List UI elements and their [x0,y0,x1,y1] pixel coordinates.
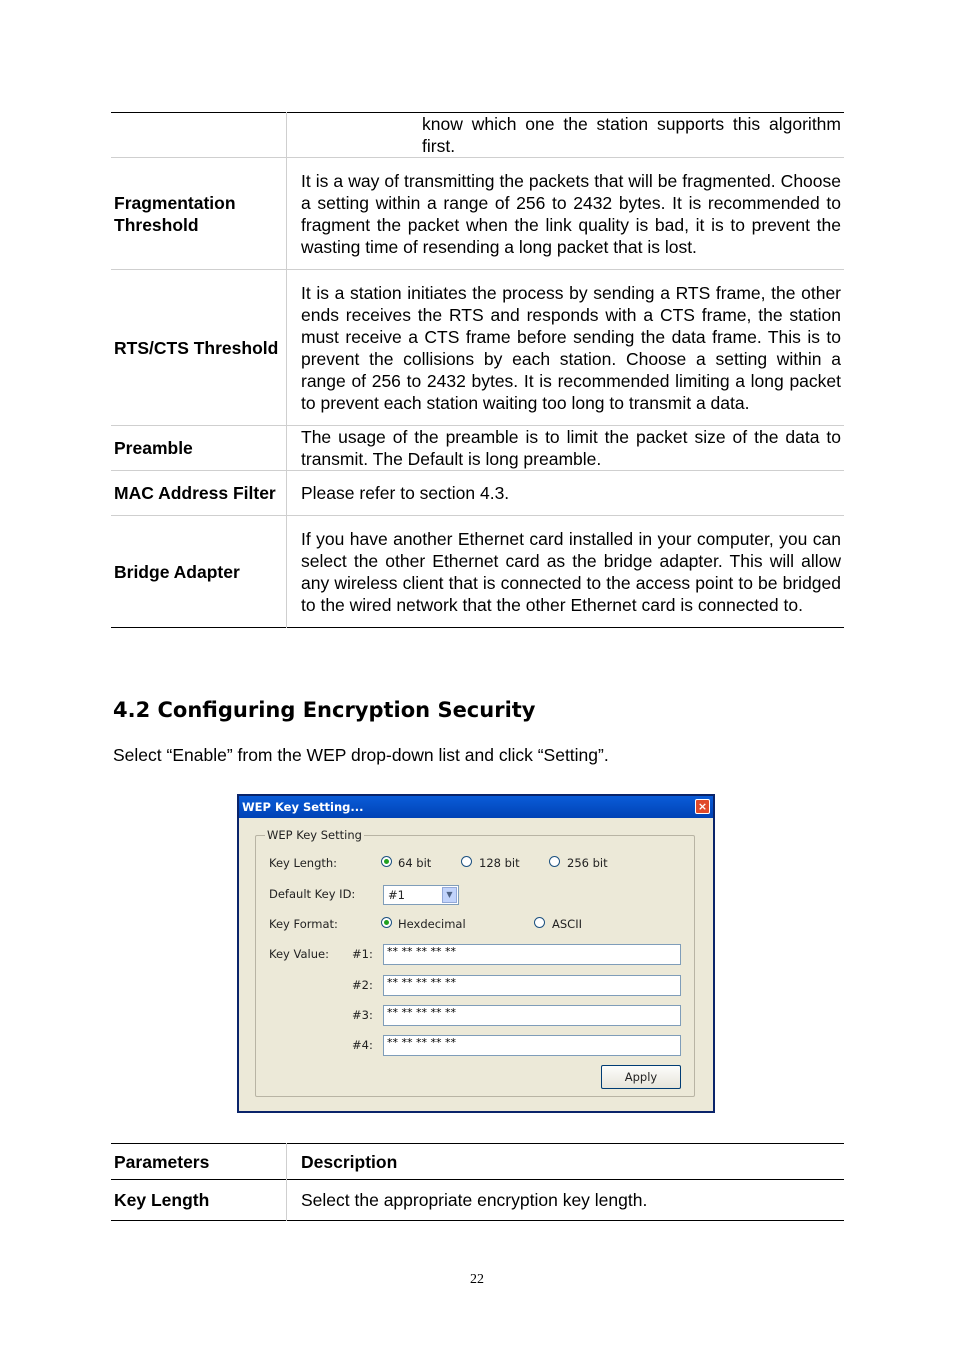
table-row [111,471,844,516]
param-cell: MAC Address Filter [114,483,276,503]
table-row [111,426,844,471]
header-desc: Description [287,1144,845,1180]
table-row [111,113,844,158]
key-length-128-radio[interactable] [461,856,472,867]
default-key-label: Default Key ID: [269,887,356,901]
table-row [111,270,844,426]
wep-key-groupbox [255,835,695,1097]
table-row [111,158,844,270]
dialog-titlebar [239,796,713,818]
desc-cell: Select the appropriate encryption key length. [287,1180,845,1221]
apply-button[interactable]: Apply [601,1065,681,1089]
desc-cell: It is a way of transmitting the packets that will be fragmented. Choose a setting within a range of 256 to 2432 bytes. It is recommended to fragment the packet when the link quality is bad, it is to prevent the wasting time of resending a long packet that is lost. [287,158,845,270]
key-format-label: Key Format: [269,917,338,931]
groupbox-label: WEP Key Setting [267,828,362,842]
parameter-table-continued [111,112,844,628]
header-param: Parameters [114,1151,210,1172]
page-number: 22 [470,1272,484,1287]
section-heading: 4.2 Configuring Encryption Security [113,698,536,722]
wep-key-setting-dialog [237,794,715,1113]
param-cell: RTS/CTS Threshold [114,337,279,358]
param-cell: Bridge Adapter [114,561,240,582]
parameter-table [111,1143,844,1221]
key-4-input[interactable]: ** ** ** ** ** [383,1035,681,1056]
close-button[interactable]: × [695,799,710,814]
section-intro: Select “Enable” from the WEP drop-down list and click “Setting”. [113,745,609,765]
desc-cell: Please refer to section 4.3. [287,471,845,516]
key-format-hex-label: Hexdecimal [398,917,466,931]
dialog-title: WEP Key Setting... [242,800,364,814]
param-cell: Preamble [114,438,193,458]
key-1-id: #1: [352,947,373,961]
desc-cell: know which one the station supports this algorithm first. [287,113,845,158]
key-length-256-radio[interactable] [549,856,560,867]
key-length-64-label: 64 bit [398,856,432,870]
chevron-down-icon[interactable]: ▼ [442,887,457,903]
key-format-hex-radio[interactable] [381,917,392,928]
key-length-128-label: 128 bit [479,856,520,870]
key-length-256-label: 256 bit [567,856,608,870]
key-2-id: #2: [352,978,373,992]
key-value-label: Key Value: [269,947,329,961]
table-row [111,1180,844,1221]
desc-cell: It is a station initiates the process by sending a RTS frame, the other ends receives the RTS and responds with a CTS frame, the station must receive a CTS frame before sending the data frame. This is to prevent the collisions by each station. Choose a setting within a range of 256 to 2432 bytes. It is recommended limiting a long packet to prevent each station waiting too long to transmit a data. [287,270,845,426]
key-format-ascii-radio[interactable] [534,917,545,928]
default-key-select[interactable] [383,885,459,905]
key-1-input[interactable]: ** ** ** ** ** [383,944,681,965]
param-cell: Key Length [114,1190,210,1210]
desc-cell: If you have another Ethernet card installed in your computer, you can select the other Ethernet card as the bridge adapter. This will allow any wireless client that is connected to the access point to be bridged to the wired network that the other Ethernet card is connected to. [287,516,845,628]
key-length-label: Key Length: [269,856,338,870]
key-3-id: #3: [352,1008,373,1022]
table-header-row [111,1144,844,1180]
key-format-ascii-label: ASCII [552,917,582,931]
key-4-id: #4: [352,1038,373,1052]
desc-cell: The usage of the preamble is to limit the packet size of the data to transmit. The Default is long preamble. [287,426,845,471]
param-cell [111,113,287,158]
table-row [111,516,844,628]
default-key-value: #1 [388,888,405,902]
key-3-input[interactable]: ** ** ** ** ** [383,1005,681,1026]
key-2-input[interactable]: ** ** ** ** ** [383,975,681,996]
key-length-64-radio[interactable] [381,856,392,867]
param-cell: Fragmentation Threshold [114,192,236,235]
